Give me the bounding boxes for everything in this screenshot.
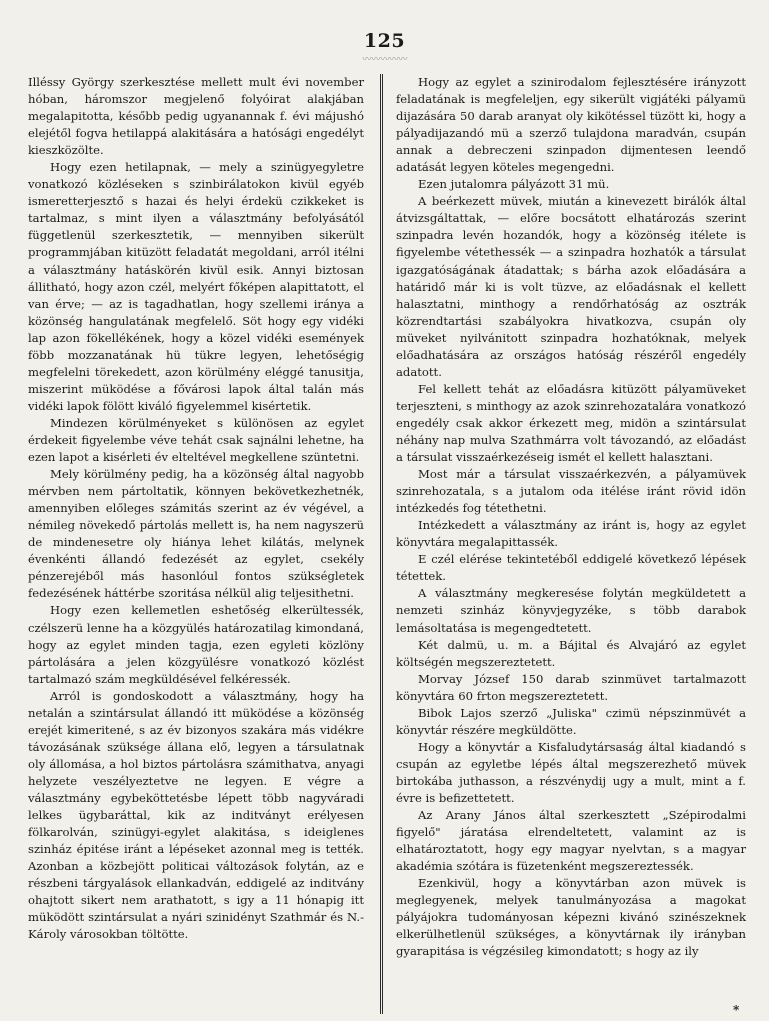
paragraph: A választmány megkeresése folytán megküldetett a nemzeti szinház könyvjegyzéke, s több darabok lemásoltatása is megengedtetett. — [396, 586, 746, 635]
page-number: 125 — [363, 30, 406, 52]
paragraph: Az Arany János által szerkesztett „Szépirodalmi figyelő" járatása elrendeltetett, valamint az is elhatároztatott, hogy egy magyar nyelvtan, s a magyar akadémia szótára is füzetenként megszereztessék. — [396, 808, 746, 874]
paragraph: Mindezen körülményeket s különösen az egylet érdekeit figyelembe véve tehát csak sajnálni lehetne, ha ezen lapot a kisérleti év elteltével megkellene szüntetni. — [28, 415, 364, 465]
paragraph: Intézkedett a választmány az iránt is, hogy az egylet könyvtára megalapittassék. — [396, 518, 746, 550]
paragraph: Hogy ezen kellemetlen eshetőség elkerültessék, czélszerü lenne ha a közgyülés határozatilag kimondaná, hogy az egylet minden tagja, ezen egyleti közlöny pártolására a jelen közgyülésre vonatkozó közlést tartalmazó szám megküldésével felkéressék. — [28, 603, 364, 686]
paragraph: Mely körülmény pedig, ha a közönség által nagyobb mérvben nem pártoltatik, könnyen bekövetkezhetnék, amennyiben előleges számitás szerint az év végével, a némileg növekedő pártolás mellett is, ha nem nagyszerü de mindenesetre oly hiánya lehet kilátás, melynek évenkénti állandó fedezését az egylet, csekély pénzerejéből más hasonlóul fontos szükségletek fedezésének háttérbe szoritása nélkül alig teljesithetni. — [28, 467, 364, 601]
column-divider — [380, 74, 383, 1014]
right-column — [396, 74, 746, 960]
paragraph: Arról is gondoskodott a választmány, hogy ha netalán a szintársulat állandó itt müködése a közönség erejét kimeritené, s az év bizonyos szakára más vidékre távozásának szüksége állana elő, legyen a társulatnak oly állomása, a hol biztos pártolásra számithatva, anyagi helyzete veszélyeztetve ne legyen. E végre a választmány egybeköttetésbe lépett több nagyváradi lelkes ügybaráttal, kik az inditványt erélyesen fölkarolván, szinügyi-egylet alakitása, s ideiglenes szinház épitése iránt a lépéseket azonnal meg is tették. Azonban a közbejött politicai változások folytán, az e részbeni tárgyalások ellankadván, eddigelé az inditvány ohajtott sikert nem arathatott, s igy a 11 hónapig itt müködött szintársulat a nyári szinidényt Szathmár és N.-Károly városokban töltötte. — [28, 688, 364, 942]
left-column — [28, 74, 364, 943]
paragraph: Ezenkivül, hogy a könyvtárban azon müvek is meglegyenek, melyek tanulmányozása a magokat pályájokra tudományosan képezni kivánó szinészeknek elkerülhetlenül szükséges, a könyvtárnak ily irányban gyarapitása is végzésileg kimondatott; s hogy az ily — [396, 876, 746, 959]
paragraph: Ezen jutalomra pályázott 31 mü. — [418, 177, 610, 192]
paragraph: Hogy a könyvtár a Kisfaludytársaság által kiadandó s csupán az egyletbe lépés által megszerezhető müvek birtokába juthasson, a részvénydij ugy a mult, mint a f. évre is befizettetett. — [396, 739, 746, 805]
paragraph: Két dalmü, u. m. a Bájital és Alvajáró az egylet költségén megszereztetett. — [396, 637, 746, 669]
paragraph: Most már a társulat visszaérkezvén, a pályamüvek szinrehozatala, s a jutalom oda itélése iránt rövid idön intézkedés fog tétethetni. — [396, 467, 746, 516]
paragraph: E czél elérése tekintetéből eddigelé következő lépések tétettek. — [396, 552, 746, 584]
paragraph: Fel kellett tehát az előadásra kitüzött pályamüveket terjeszteni, s minthogy az azok szinrehozatalára vonatkozó engedély csak akkor érkezett meg, midön a szintársulat néhány nap mulva Szathmárra volt távozandó, az előadást a társulat visszaérkezéseig ismét el kellett halasztani. — [396, 381, 746, 465]
paragraph: Bibok Lajos szerző „Juliska" czimü népszinmüvét a könyvtár részére megküldötte. — [396, 705, 746, 737]
paragraph: Hogy ezen hetilapnak, — mely a szinügyegyletre vonatkozó közléseken s szinbirálatokon kivül egyéb ismeretterjesztő s hazai és helyi érdekü czikkeket is tartalmaz, s mint ilyen a választmány befolyásától függetlenül szerkesztetik, — mennyiben sikerült programmjában kitüzött feladatát megoldani, arról itélni a választmány hatáskörén kivül esik. Annyi biztosan állitható, hogy azon czél, melyért főképen alapittatott, el van érve; — az is tagadhatlan, hogy szellemi iránya a közönség hangulatának megfelelő. Söt hogy egy vidéki lap azon fökellékének, hogy a közel vidéki események föbb mozzanatának hü tükre legyen, lehetőségig megfelelni törekedett, azon körülmény eléggé tanusitja, miszerint müködése a fővárosi lapok által talán más vidéki lapok fölött kiváló figyelemmel kisértetik. — [28, 160, 364, 413]
footer-mark: * — [733, 1003, 740, 1017]
paragraph: Hogy az egylet a szinirodalom fejlesztésére irányzott feladatának is megfeleljen, egy sikerült vigjátéki pályamü dijazására 50 darab aranyat oly kikötéssel tüzött ki, hogy a pályadijazandó mü a szerző tulajdona maradván, csupán annak a debreczeni szinpadon dijmentesen leendő adatását legyen köteles megengedni. — [396, 75, 746, 175]
paragraph: Morvay József 150 darab szinmüvet tartalmazott könyvtára 60 frton megszereztetett. — [396, 671, 746, 703]
ornament-flourish: 〰〰〰〰〰 — [362, 55, 408, 65]
paragraph: A beérkezett müvek, miután a kinevezett birálók által átvizsgáltattak, — előre bocsátott elhatározás szerint szinpadra levén hozandók, hogy a közönség itélete is figyelembe vétethessék — a szinpadra hozhatók a társulat igazgatóságának átadattak; s bárha azok előadására a határidő már ki is volt tüzve, az előadásnak el kellett halasztatni, minthogy a rendőrhatóság az osztrák közrendtartási szabályokra hivatkozva, csupán oly müveket nyilvánitott szinpadra hozhatóknak, melyek előadhatására az országos hatóság részéről engedély adatott. — [396, 194, 746, 379]
paragraph: Illéssy György szerkesztése mellett mult évi november hóban, háromszor megjelenő folyóirat alakjában megalapitotta, később pedig ugyanannak f. évi májushó elejétől fogva hetilappá alakitására a hatósági engedélyt kieszközölte. — [28, 75, 364, 158]
